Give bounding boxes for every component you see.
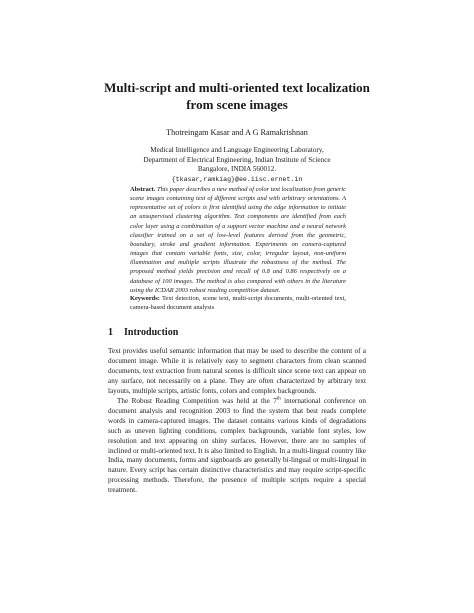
affiliation-line-3: Bangalore, INDIA 560012. <box>197 165 277 174</box>
section-number: 1 <box>108 327 113 338</box>
section-title: Introduction <box>124 327 179 338</box>
paragraph-2 <box>108 397 366 497</box>
affiliation-line-1: Medical Intelligence and Language Engineering Laboratory, <box>150 146 324 154</box>
keywords-block <box>130 294 346 312</box>
paper-authors: Thotreingam Kasar and A G Ramakrishnan <box>166 128 308 137</box>
section-heading <box>108 326 178 339</box>
paper-affiliation <box>60 146 414 184</box>
abstract-text: This paper describes a new method of color text localization from generic scene images containing text of different scripts and with arbitrary orientations. A representative set of colors is first identified using the edge information to initiate an unsupervised clustering algorithm. Text components are identified from each color layer using a combination of a support vector machine and a neural network classifier trained on a set of low-level features derived from the geometric, boundary, stroke and gradient information. Experiments on camera-captured images that contain variable fonts, size, color, irregular layout, non-uniform illumination and multiple scripts illustrate the robustness of the method. The proposed method yields precision and recall of 0.8 and 0.86 respectively on a database of 100 images. The method is also compared with others in the literature using the ICDAR 2003 robust reading competition dataset. <box>130 186 346 294</box>
affiliation-line-2: Department of Electrical Engineering, Indian Institute of Science <box>143 155 331 164</box>
keywords-label: Keywords: <box>130 295 160 302</box>
title-line-1: Multi-script and multi-oriented text localization <box>104 80 370 95</box>
keywords-text: Text detection, scene text, multi-script documents, multi-oriented text, camera-based document analysis <box>130 295 346 312</box>
ordinal-superscript: th <box>276 396 281 402</box>
body-text <box>108 347 366 496</box>
title-line-2: from scene images <box>186 97 288 112</box>
paragraph-2-start: The Robust Reading Competition was held at the 7 <box>117 396 277 405</box>
abstract-block <box>130 185 346 295</box>
paper-title <box>60 79 414 113</box>
abstract-label: Abstract. <box>130 186 156 193</box>
paragraph-1: Text provides useful semantic information that may be used to describe the content of a document image. While it is relatively easy to segment characters from clean scanned documents, text extraction from natural scenes is difficult since scene text can appear on any surface, not necessarily on a plane. They are often characterized by arbitrary text layouts, multiple scripts, artistic fonts, colors and complex backgrounds. <box>108 347 366 395</box>
author-email: {tkasar,ramkiag}@ee.iisc.ernet.in <box>171 175 303 183</box>
paragraph-2-rest: international conference on document analysis and recognition 2003 to find the system that best reads complete words in camera-captured images. The dataset contains various kinds of degradations such as uneven lighting conditions, complex backgrounds, variable font styles, low resolution and text appearing on shiny surfaces. However, there are no samples of inclined or multi-oriented text. It is also limited to English. In a multi-lingual country like India, many documents, forms and signboards are generally bi-lingual or multi-lingual in nature. Every script has certain distinctive characteristics and may require script-specific processing methods. Therefore, the presence of multiple scripts require a special treatment. <box>108 396 366 495</box>
